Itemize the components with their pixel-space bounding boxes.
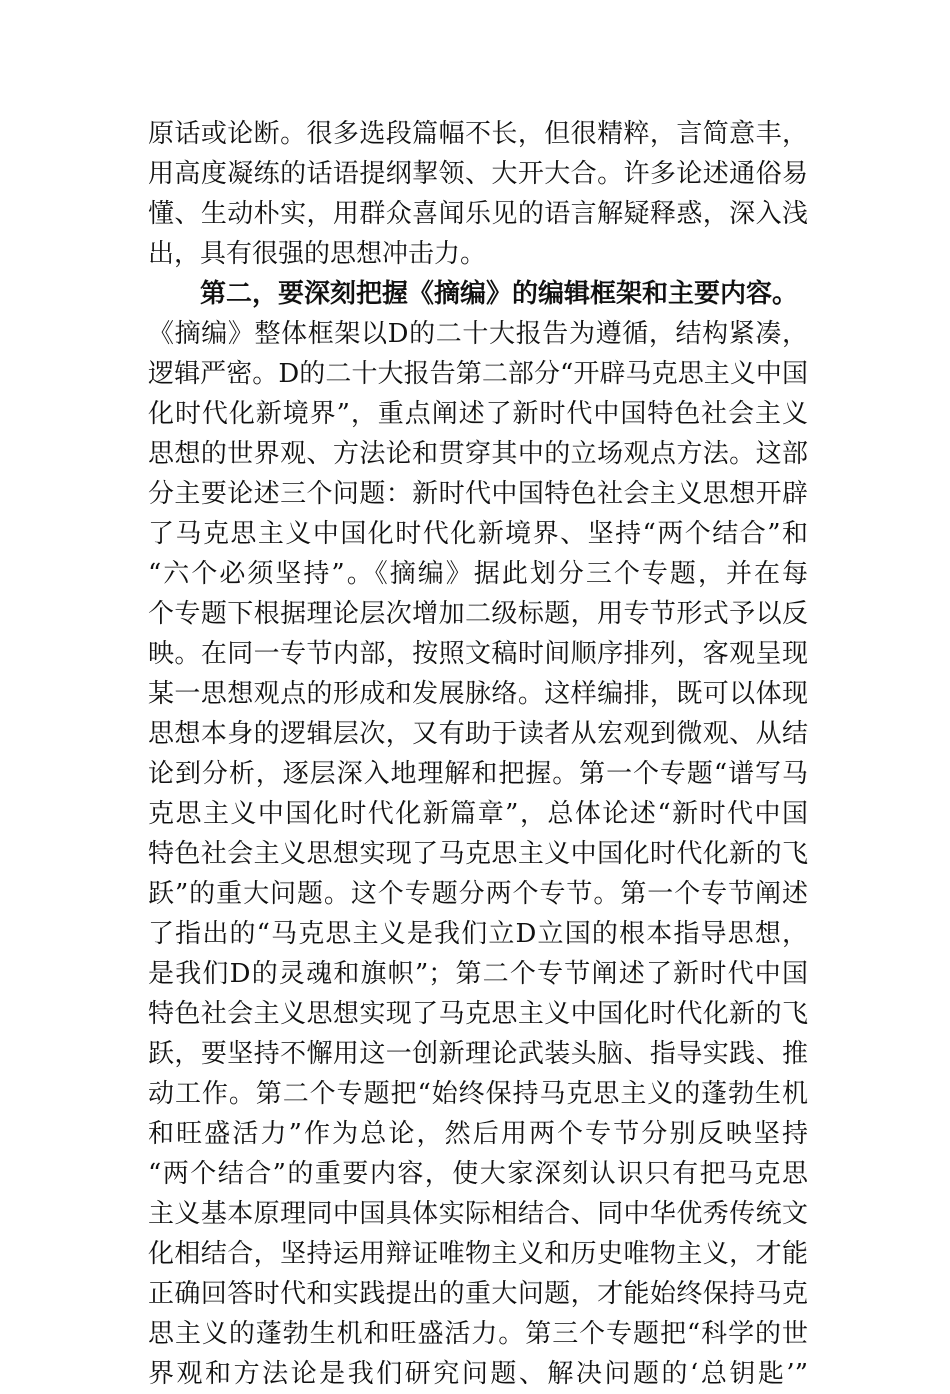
text-line: 动工作。第二个专题把“始终保持马克思主义的蓬勃生机: [148, 1079, 808, 1109]
text-line: 了马克思主义中国化时代化新境界、坚持“两个结合”和: [148, 519, 808, 549]
text-line: 用高度凝练的话语提纲挈领、大开大合。许多论述通俗易: [148, 159, 808, 189]
text-line: 特色社会主义思想实现了马克思主义中国化时代化新的飞: [148, 839, 808, 869]
text-line: “两个结合”的重要内容，使大家深刻认识只有把马克思: [148, 1159, 808, 1189]
text-line: 出，具有很强的思想冲击力。: [148, 239, 487, 269]
text-line: 是我们D的灵魂和旗帜”；第二个专节阐述了新时代中国: [148, 959, 808, 989]
text-line: 映。在同一专节内部，按照文稿时间顺序排列，客观呈现: [148, 639, 808, 669]
text-line: 化相结合，坚持运用辩证唯物主义和历史唯物主义，才能: [148, 1239, 808, 1269]
text-line: 跃”的重大问题。这个专题分两个专节。第一个专节阐述: [148, 879, 808, 909]
text-line: 个专题下根据理论层次增加二级标题，用专节形式予以反: [148, 599, 808, 629]
document-page: [148, 114, 808, 1394]
paragraph-2: [148, 274, 808, 1394]
text-line: 特色社会主义思想实现了马克思主义中国化时代化新的飞: [148, 999, 808, 1029]
text-line: 逻辑严密。D的二十大报告第二部分“开辟马克思主义中国: [148, 359, 808, 389]
text-line: 懂、生动朴实，用群众喜闻乐见的语言解疑释惑，深入浅: [148, 199, 808, 229]
text-line: 主义基本原理同中国具体实际相结合、同中华优秀传统文: [148, 1199, 808, 1229]
text-line: 《摘编》整体框架以D的二十大报告为遵循，结构紧凑，: [148, 319, 808, 349]
text-line: 克思主义中国化时代化新篇章”，总体论述“新时代中国: [148, 799, 808, 829]
text-line: 论到分析，逐层深入地理解和把握。第一个专题“谱写马: [148, 759, 808, 789]
text-line: “六个必须坚持”。《摘编》据此划分三个专题，并在每: [148, 559, 808, 589]
text-line: 正确回答时代和实践提出的重大问题，才能始终保持马克: [148, 1279, 808, 1309]
text-line: 和旺盛活力”作为总论，然后用两个专节分别反映坚持: [148, 1119, 808, 1149]
text-line: 原话或论断。很多选段篇幅不长，但很精粹，言简意丰，: [148, 119, 808, 149]
text-line: 分主要论述三个问题：新时代中国特色社会主义思想开辟: [148, 479, 808, 509]
text-line: 某一思想观点的形成和发展脉络。这样编排，既可以体现: [148, 679, 808, 709]
section-heading: 第二，要深刻把握《摘编》的编辑框架和主要内容。: [200, 279, 799, 309]
text-line: 思想的世界观、方法论和贯穿其中的立场观点方法。这部: [148, 439, 808, 469]
paragraph-1: [148, 114, 808, 274]
text-line: 了指出的“马克思主义是我们立D立国的根本指导思想，: [148, 919, 808, 949]
text-line: 界观和方法论是我们研究问题、解决问题的‘总钥匙’”: [148, 1359, 808, 1389]
text-line: 思主义的蓬勃生机和旺盛活力。第三个专题把“科学的世: [148, 1319, 808, 1349]
text-line: 化时代化新境界”，重点阐述了新时代中国特色社会主义: [148, 399, 808, 429]
text-line: 思想本身的逻辑层次，又有助于读者从宏观到微观、从结: [148, 719, 808, 749]
text-line: 跃，要坚持不懈用这一创新理论武装头脑、指导实践、推: [148, 1039, 808, 1069]
